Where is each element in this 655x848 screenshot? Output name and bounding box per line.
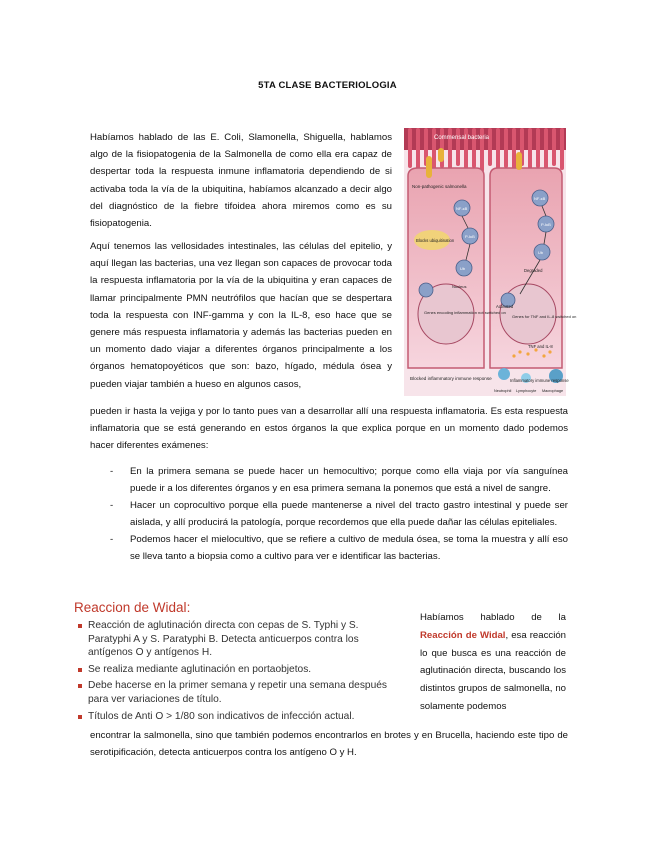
fig-label-nucleus: Nucleus <box>452 284 467 289</box>
list-item <box>74 663 394 677</box>
fig-label-tnf: TNF and IL-8 <box>528 344 553 349</box>
square-bullet-icon <box>78 715 82 719</box>
fig-label-genes-left: Genes encoding inflammation not switched on <box>424 310 506 315</box>
fig-label-commensal: Commensal bacteria <box>434 135 490 141</box>
fig-label-ub-right: Ub <box>538 250 544 255</box>
square-bullet-icon <box>78 684 82 688</box>
pathogenesis-paragraph: Aquí tenemos las vellosidades intestinales, las células del epitelio, y aquí llegan las bacterias, una vez llegan son capaces de provocar toda la respuesta inflamatoria por la vía de la ubiquitina y eran capaces de llamar principalmente PMN neutrófilos que hacían que se despertara toda la respuesta con INF-gamma y con la IL-8, eso hace que se genere más respuesta inflamatoria y además las bacterias pueden en un momento dado viajar a diferentes órganos principalmente a los órganos hematopoyéticos que son: bazo, hígado, médula ósea y pueden viajar también a hueso en algunos casos, <box>90 241 392 390</box>
fig-label-blocks: Blocks ubiquitination <box>416 238 455 243</box>
widal-heading <box>74 600 394 615</box>
fig-label-nonpath: Non-pathogenic salmonella <box>412 184 467 189</box>
widal-list <box>74 619 394 723</box>
widal-explanation <box>420 609 566 716</box>
list-item <box>74 710 394 724</box>
bullet-dash: - <box>110 466 114 477</box>
fig-label-macrophage: Macrophage <box>542 389 564 393</box>
bullet-dash: - <box>110 500 114 511</box>
widal-highlight: Reacción de Widal <box>420 629 506 641</box>
fig-label-neutrophil: Neutrophil <box>494 389 512 393</box>
intro-paragraph: Habíamos hablado de las E. Coli, Slamonella, Shiguella, hablamos algo de la fisiopatogenia de la Salmonella de como ella era capaz de despertar toda la respuesta inmune inflamatoria dependiendo de si activaba toda la vía de la ubiquitina, habíamos alcanzado a decir algo del diagnóstico de la fiebre tifoidea ahora miremos como es su fisiopatogenia. <box>90 132 392 230</box>
fig-label-nfkb-left: NF-κB <box>456 206 468 211</box>
widal-item-text: Reacción de aglutinación directa con cepas de S. Typhi y S. Paratyphi A y S. Paratyphi B. Detecta anticuerpos contra los antígenos O y antígenos H. <box>88 620 359 659</box>
fig-label-degraded: Degraded <box>524 268 543 273</box>
fig-label-lymphocyte: Lymphocyte <box>516 389 537 393</box>
square-bullet-icon <box>78 624 82 628</box>
list-item-text: En la primera semana se puede hacer un hemocultivo; porque como ella viaja por vía sanguínea puede ir a los diferentes órganos y en esa primera semana la ponemos que está a nivel de sangre. <box>130 466 568 494</box>
square-bullet-icon <box>78 668 82 672</box>
pathogenesis-paragraph-continued: pueden ir hasta la vejiga y por lo tanto pues van a desarrollar allí una respuesta inflamatoria. Es esta respuesta inflamatoria que se está generando en estos órganos la que explica porque en un momento dado podemos hacer diferentes exámenes: <box>90 406 568 452</box>
list-item-text: Podemos hacer el mielocultivo, que se refiere a cultivo de medula ósea, se toma la muestra y allí eso se lleva tanto a biopsia como a cultivo para ver e identificar las bacterias. <box>130 534 568 562</box>
widal-heading-colon: : <box>186 600 191 615</box>
list-item <box>90 531 568 565</box>
list-item <box>74 619 394 660</box>
fig-label-activated: Activated <box>496 304 514 309</box>
widal-box <box>74 600 394 726</box>
list-item-text: Hacer un coprocultivo porque ella puede mantenerse a nivel del tracto gastro intestinal y puede ser aislada, y allí producirá la patología, porque recordemos que ella puede dañar las células epiteliales. <box>130 500 568 528</box>
page-title: 5TA CLASE BACTERIOLOGIA <box>258 80 397 91</box>
fig-label-blocked: Blocked inflammatory immune response <box>410 376 492 381</box>
fig-label-ikb-left: P-IκB <box>465 234 475 239</box>
widal-item-text: Se realiza mediante aglutinación en portaobjetos. <box>88 663 312 675</box>
widal-explanation-start: Habíamos hablado de la <box>420 612 566 623</box>
widal-heading-text: Reaccion de Widal <box>74 600 187 615</box>
list-item <box>90 463 568 497</box>
fig-label-inflam: Inflammatory immune response <box>510 378 569 383</box>
fig-label-pikb-right: P-IκB <box>541 222 551 227</box>
fig-label-ub-left: Ub <box>460 266 466 271</box>
pathogenesis-illustration <box>404 128 577 396</box>
list-item <box>74 679 394 706</box>
widal-explanation-end: , esa reacción lo que busca es una reacción de aglutinación directa, buscando los distintos grupos de salmonella, no solamente podemos <box>420 629 567 712</box>
bullet-dash: - <box>110 534 114 545</box>
widal-item-text: Debe hacerse en la primer semana y repetir una semana después para ver variaciones de título. <box>88 680 387 705</box>
list-item <box>90 497 568 531</box>
exam-list <box>90 463 568 565</box>
salmonella-pathogenesis-figure <box>404 128 577 396</box>
fig-label-genes-right: Genes for TNF and IL-8 switched on <box>512 314 577 319</box>
widal-item-text: Títulos de Anti O > 1/80 son indicativos de infección actual. <box>88 710 355 722</box>
fig-label-nfkb-right: NF-κB <box>534 196 546 201</box>
closing-paragraph: encontrar la salmonella, sino que también podemos encontrarlos en brotes y en Brucella, haciendo este tipo de serotipificación, detecta anticuerpos contra los antígeno O y H. <box>90 730 568 759</box>
